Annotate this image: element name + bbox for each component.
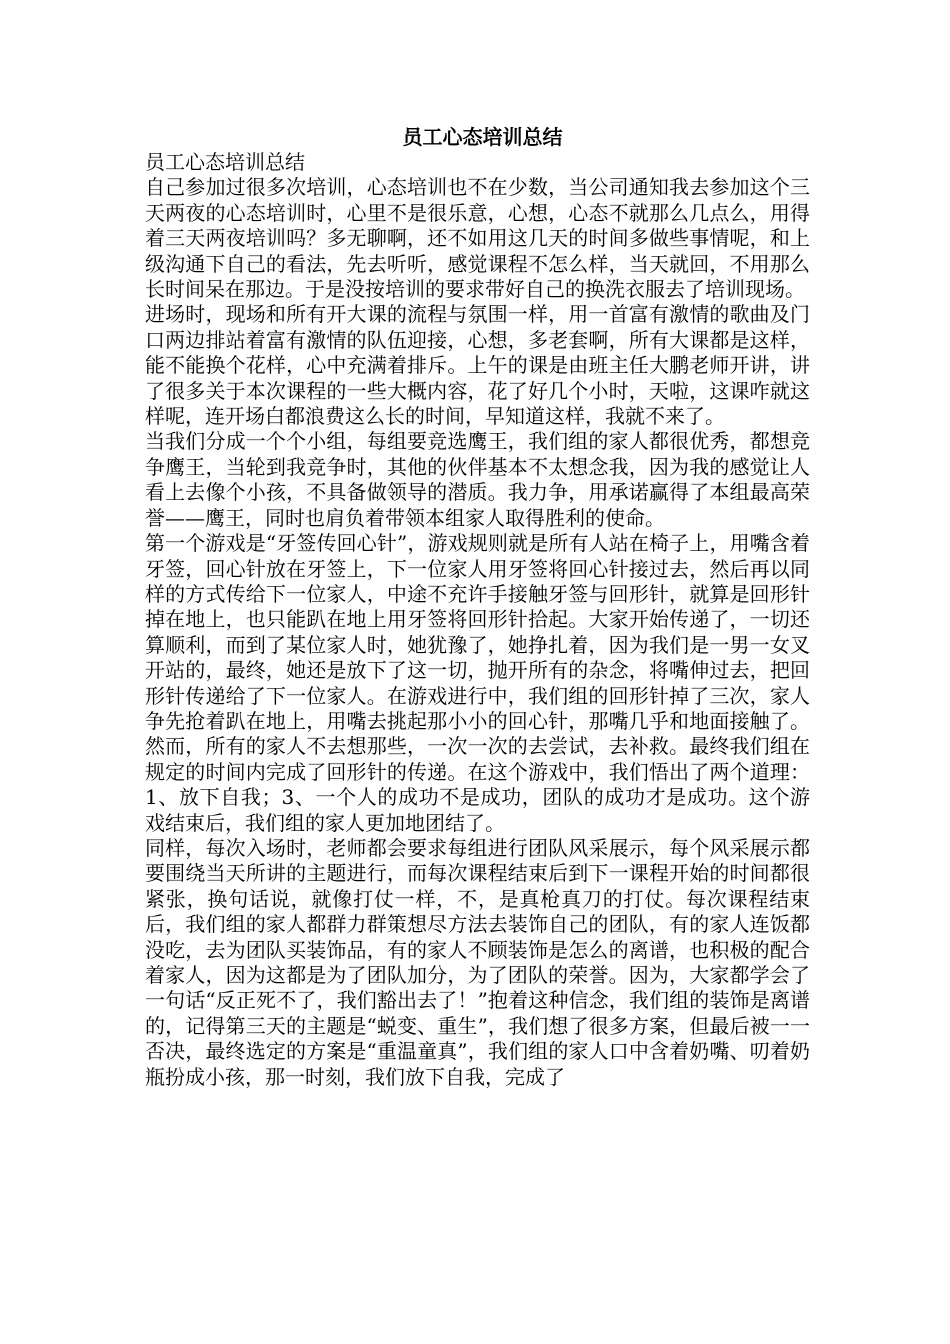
document-subtitle: 员工心态培训总结 <box>145 150 305 174</box>
document-body <box>145 124 810 1090</box>
paragraph-5: 同样，每次入场时，老师都会要求每组进行团队风采展示，每个风采展示都要围绕当天所讲的主题进行，而每次课程结束后到下一课程开始的时间都很紧张，换句话说，就像打仗一样，不，是真枪真刀的打仗。每次课程结束后，我们组的家人都群力群策想尽方法去装饰自己的团队，有的家人连饭都没吃，去为团队买装饰品，有的家人不顾装饰是怎么的离谱，也积极的配合着家人，因为这都是为了团队加分，为了团队的荣誉。因为，大家都学会了一句话“反正死不了，我们豁出去了！”抱着这种信念，我们组的装饰是离谱的，记得第三天的主题是“蜕变、重生”，我们想了很多方案，但最后被一一否决，最终选定的方案是“重温童真”，我们组的家人口中含着奶嘴、叨着奶瓶扮成小孩，那一时刻，我们放下自我，完成了 <box>145 835 810 1089</box>
paragraph-2: 进场时，现场和所有开大课的流程与氛围一样，用一首富有激情的歌曲及门口两边排站着富有激情的队伍迎接，心想，多老套啊，所有大课都是这样，能不能换个花样，心中充满着排斥。上午的课是由班主任大鹏老师开讲，讲了很多关于本次课程的一些大概内容，花了好几个小时，天啦，这课咋就这样呢，连开场白都浪费这么长的时间，早知道这样，我就不来了。 <box>145 302 810 429</box>
paragraph-4: 第一个游戏是“牙签传回心针”，游戏规则就是所有人站在椅子上，用嘴含着牙签，回心针放在牙签上，下一位家人用牙签将回心针接过去，然后再以同样的方式传给下一位家人，中途不充许手接触牙签与回形针，就算是回形针掉在地上，也只能趴在地上用牙签将回形针拾起。大家开始传递了，一切还算顺利，而到了某位家人时，她犹豫了，她挣扎着，因为我们是一男一女叉开站的，最终，她还是放下了这一切，抛开所有的杂念，将嘴伸过去，把回形针传递给了下一位家人。在游戏进行中，我们组的回形针掉了三次，家人争先抢着趴在地上，用嘴去挑起那小小的回心针，那嘴几乎和地面接触了。然而，所有的家人不去想那些，一次一次的去尝试，去补救。最终我们组在规定的时间内完成了回形针的传递。在这个游戏中，我们悟出了两个道理：1、放下自我；3、一个人的成功不是成功，团队的成功才是成功。这个游戏结束后，我们组的家人更加地团结了。 <box>145 531 810 835</box>
paragraph-3: 当我们分成一个个小组，每组要竞选鹰王，我们组的家人都很优秀，都想竞争鹰王，当轮到我竞争时，其他的伙伴基本不太想念我，因为我的感觉让人看上去像个小孩，不具备做领导的潜质。我力争，用承诺赢得了本组最高荣誉——鹰王，同时也肩负着带领本组家人取得胜利的使命。 <box>145 429 810 530</box>
paragraph-1: 自己参加过很多次培训，心态培训也不在少数，当公司通知我去参加这个三天两夜的心态培训时，心里不是很乐意，心想，心态不就那么几点么，用得着三天两夜培训吗？多无聊啊，还不如用这几天的时间多做些事情呢，和上级沟通下自己的看法，先去听听，感觉课程不怎么样，当天就回，不用那么长时间呆在那边。于是没按培训的要求带好自己的换洗衣服去了培训现场。 <box>145 175 810 302</box>
document-title: 员工心态培训总结 <box>402 125 563 149</box>
